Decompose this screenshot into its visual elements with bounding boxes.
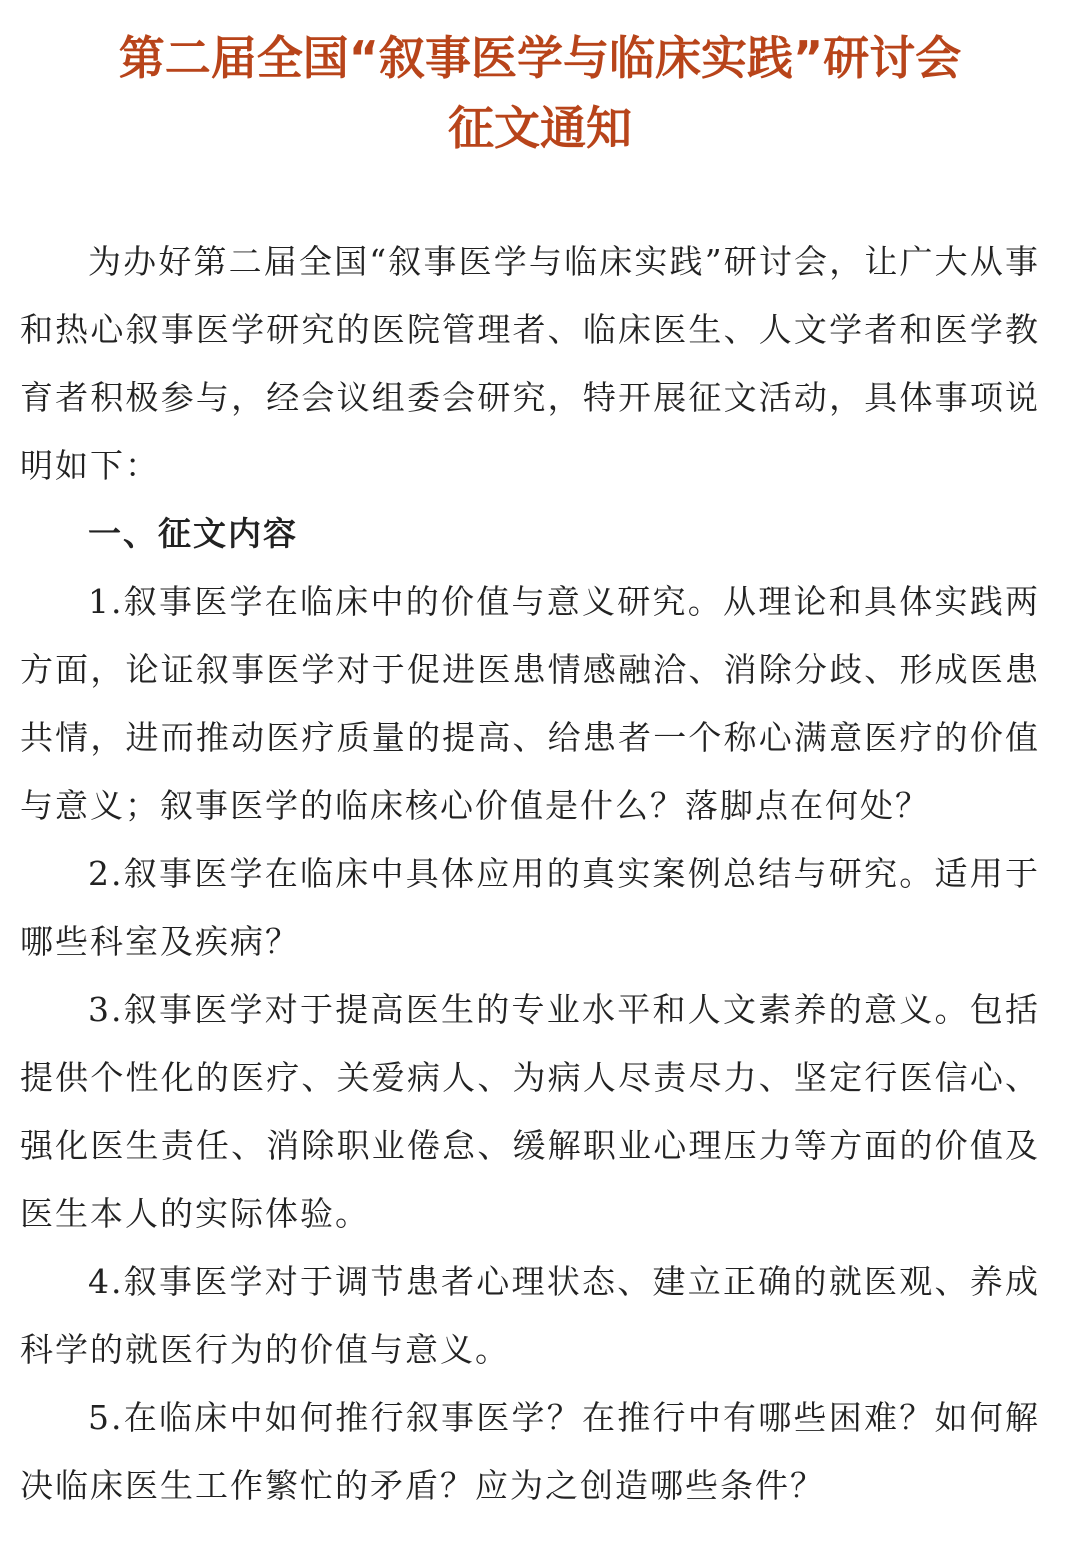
notice-body [20, 228, 1040, 1520]
list-item: 2.叙事医学在临床中具体应用的真实案例总结与研究。适用于哪些科室及疾病？ [20, 854, 1040, 961]
list-item: 1.叙事医学在临床中的价值与意义研究。从理论和具体实践两方面，论证叙事医学对于促进医患情感融洽、消除分歧、形成医患共情，进而推动医疗质量的提高、给患者一个称心满意医疗的价值与意义；叙事医学的临床核心价值是什么？落脚点在何处？ [20, 582, 1040, 825]
document-title: 第二届全国“叙事医学与临床实践”研讨会 [118, 31, 962, 85]
list-item: 4.叙事医学对于调节患者心理状态、建立正确的就医观、养成科学的就医行为的价值与意义。 [20, 1262, 1040, 1369]
list-item: 3.叙事医学对于提高医生的专业水平和人文素养的意义。包括提供个性化的医疗、关爱病人、为病人尽责尽力、坚定行医信心、强化医生责任、消除职业倦怠、缓解职业心理压力等方面的价值及医生本人的实际体验。 [20, 990, 1040, 1233]
list-item: 5.在临床中如何推行叙事医学？在推行中有哪些困难？如何解决临床医生工作繁忙的矛盾？应为之创造哪些条件？ [20, 1398, 1040, 1505]
intro-paragraph: 为办好第二届全国“叙事医学与临床实践”研讨会，让广大从事和热心叙事医学研究的医院管理者、临床医生、人文学者和医学教育者积极参与，经会议组委会研究，特开展征文活动，具体事项说明如下： [20, 242, 1040, 485]
document-subtitle: 征文通知 [448, 101, 632, 155]
section-heading: 一、征文内容 [88, 514, 298, 553]
